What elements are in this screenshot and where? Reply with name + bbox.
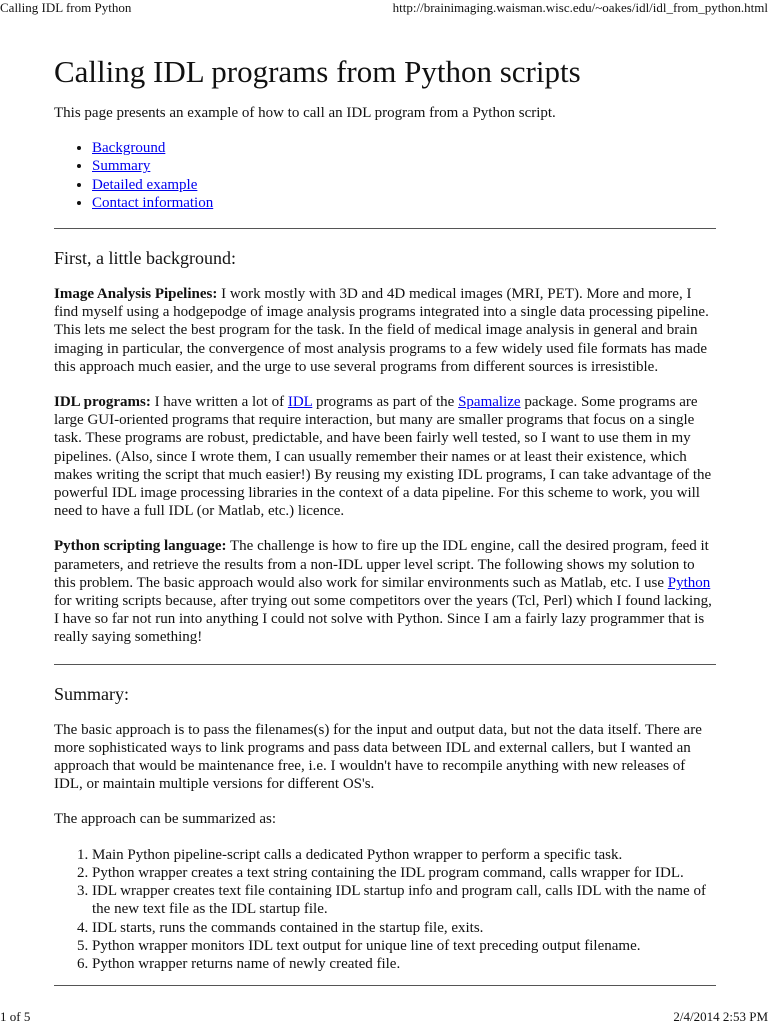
term: IDL programs:: [54, 394, 151, 411]
print-footer-datetime: 2/4/2014 2:53 PM: [673, 1009, 768, 1024]
print-footer-page: 1 of 5: [0, 1009, 31, 1024]
divider: [54, 228, 716, 229]
term: Python scripting language:: [54, 538, 227, 555]
text: package. Some programs are large GUI-oriented programs that require interaction, but many are smaller programs that focus on a single task. These programs are robust, predictable, and have been fairly well tested, so I want to use them in my pipelines. (Also, since I wrote them, I can usually remember their names or at least their existence, which makes writing the script that much easier!) By reusing my existing IDL programs, I can take advantage of the powerful IDL image processing libraries in the context of a data pipeline. For this scheme to work, you will need to have a full IDL (or Matlab, etc.) licence.: [54, 394, 712, 520]
divider: [54, 985, 716, 986]
toc-link-summary[interactable]: Summary: [92, 158, 151, 175]
intro: This page presents an example of how to call an IDL program from a Python script.: [54, 105, 556, 121]
text: programs as part of the: [312, 394, 459, 411]
toc-link-background[interactable]: Background: [92, 140, 166, 157]
toc-item: [92, 194, 716, 212]
background-heading: First, a little background:: [54, 248, 236, 269]
step-item: 6. Python wrapper returns name of newly created file.: [92, 955, 716, 973]
page-content: [54, 50, 716, 1004]
spamalize-link[interactable]: Spamalize: [458, 394, 521, 411]
summary-lead: The approach can be summarized as:: [54, 811, 276, 828]
toc-link-contact[interactable]: Contact information: [92, 194, 214, 211]
step-item: 2. Python wrapper creates a text string containing the IDL program command, calls wrapper for IDL.: [92, 864, 716, 882]
toc-item: [92, 139, 716, 157]
step-item: 4. IDL starts, runs the commands contained in the startup file, exits.: [92, 919, 716, 937]
divider: [54, 664, 716, 665]
text: for writing scripts because, after trying out some competitors over the years (Tcl, Perl) which I found lacking, I have so far not run into anything I could not solve with Python. Since I am a fairly lazy programmer that is really saying something!: [54, 593, 712, 646]
step-item: 5. Python wrapper monitors IDL text output for unique line of text preceding output filename.: [92, 937, 716, 955]
text: I work mostly with 3D and 4D medical images (MRI, PET). More and more, I find myself using a hodgepodge of image analysis programs integrated into a single data processing pipeline. This lets me select the best program for the task. In the field of medical image analysis in general and brain imaging in particular, the convergence of most analysis programs to a few widely used file formats has made this approach much easier, and the urge to use several programs from different sources is irresistible.: [54, 286, 709, 375]
toc-link-detailed-example[interactable]: Detailed example: [92, 176, 198, 193]
paragraph-idl-programs: [54, 393, 716, 520]
table-of-contents: [54, 139, 716, 212]
print-header-title: Calling IDL from Python: [0, 0, 132, 15]
python-link[interactable]: Python: [667, 574, 711, 591]
text: The challenge is how to fire up the IDL engine, call the desired program, feed it parameters, and retrieve the results from a non-IDL upper level script. The following shows my solution to this problem. The basic approach would also work for similar environments such as Matlab, etc. I use: [54, 538, 709, 591]
toc-item: [92, 176, 716, 194]
summary-heading: Summary:: [54, 683, 129, 704]
toc-item: [92, 157, 716, 175]
summary-paragraph: The basic approach is to pass the filenames(s) for the input and output data, but not the data itself. There are more sophisticated ways to link programs and pass data between IDL and external callers, but I wanted an approach that would be maintenance free, i.e. I wouldn't have to recompile anything with new releases of IDL, or maintain multiple versions for different OS's.: [54, 721, 702, 793]
term: Image Analysis Pipelines:: [54, 286, 218, 303]
idl-link[interactable]: IDL: [287, 394, 313, 411]
print-header-url: http://brainimaging.waisman.wisc.edu/~oakes/idl/idl_from_python.html: [392, 0, 768, 15]
step-item: 3. IDL wrapper creates text file containing IDL startup info and program call, calls IDL with the name of the new text file as the IDL startup file.: [92, 882, 716, 918]
paragraph-python: [54, 537, 716, 646]
step-item: 1. Main Python pipeline-script calls a dedicated Python wrapper to perform a specific task.: [92, 846, 716, 864]
page-title: Calling IDL programs from Python scripts: [54, 54, 581, 89]
steps-list: [54, 846, 716, 973]
paragraph-pipelines: [54, 285, 716, 376]
text: I have written a lot of: [150, 394, 288, 411]
